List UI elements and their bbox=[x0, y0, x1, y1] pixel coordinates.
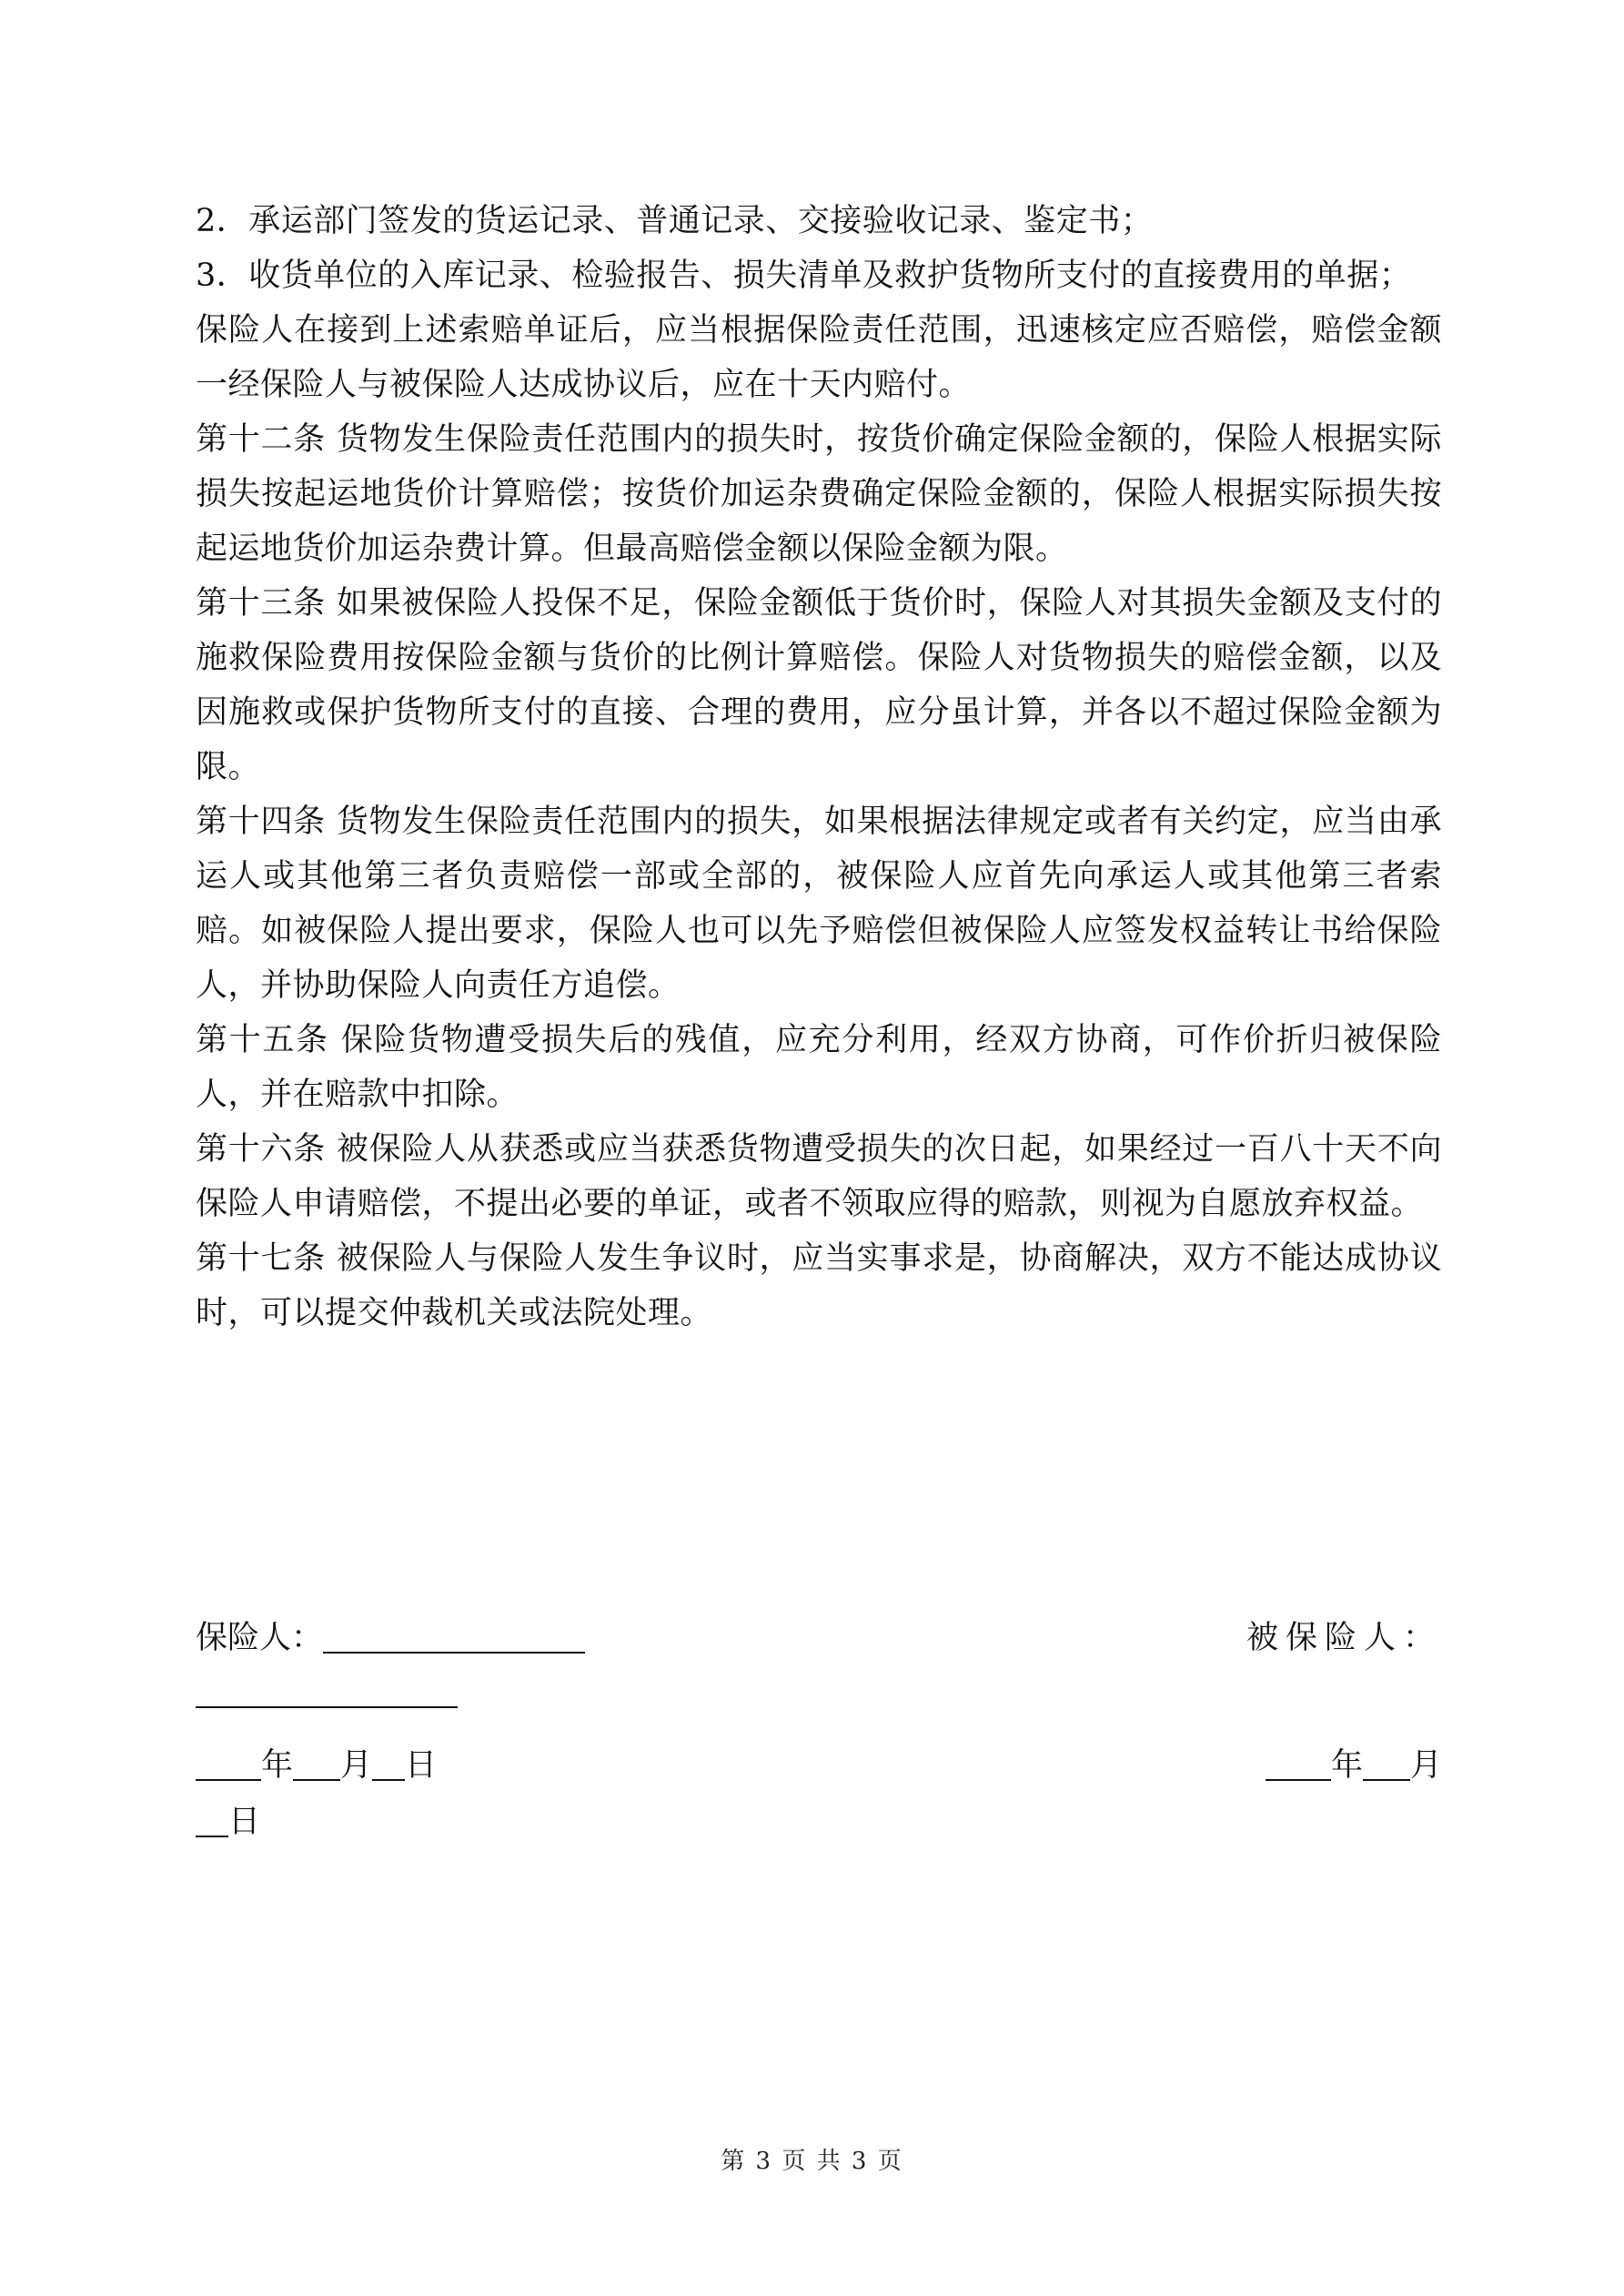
insurer-day-label: 日 bbox=[405, 1747, 438, 1784]
signature-block bbox=[196, 1611, 1442, 1849]
insurer-signature bbox=[196, 1611, 585, 1665]
insurer-month-label: 月 bbox=[340, 1747, 373, 1784]
insurer-month-blank bbox=[293, 1743, 340, 1781]
insured-date bbox=[1266, 1738, 1442, 1793]
article-13: 第十三条 如果被保险人投保不足，保险金额低于货价时，保险人对其损失金额及支付的施救保险费用按保险金额与货价的比例计算赔偿。保险人对货物损失的赔偿金额，以及因施救或保护货物所支付的直接、合理的费用，应分虽计算，并各以不超过保险金额为限。 bbox=[196, 585, 1442, 785]
insured-signature-row bbox=[196, 1665, 1442, 1738]
insurer-day-blank bbox=[372, 1743, 405, 1781]
insurer-label: 保险人： bbox=[196, 1620, 324, 1656]
article-16: 第十六条 被保险人从获悉或应当获悉货物遭受损失的次日起，如果经过一百八十天不向保险人申请赔偿，不提出必要的单证，或者不领取应得的赔款，则视为自愿放弃权益。 bbox=[196, 1131, 1442, 1222]
insured-year-label: 年 bbox=[1330, 1747, 1363, 1784]
insured-day-row bbox=[196, 1795, 1442, 1849]
insured-label: 被保险人： bbox=[1246, 1620, 1442, 1656]
date-row bbox=[196, 1738, 1442, 1793]
insured-year-blank bbox=[1266, 1743, 1331, 1781]
article-15: 第十五条 保险货物遭受损失后的残值，应充分利用，经双方协商，可作价折归被保险人，并在赔款中扣除。 bbox=[196, 1022, 1442, 1113]
paragraph-claim-settlement: 保险人在接到上述索赔单证后，应当根据保险责任范围，迅速核定应否赔偿，赔偿金额一经保险人与被保险人达成协议后，应在十天内赔付。 bbox=[196, 312, 1442, 403]
insured-day-label: 日 bbox=[228, 1804, 261, 1840]
insurer-date bbox=[196, 1738, 437, 1793]
signature-row bbox=[196, 1611, 1442, 1665]
paragraph-item-3: 3．收货单位的入库记录、检验报告、损失清单及救护货物所支付的直接费用的单据； bbox=[196, 258, 1412, 294]
paragraph-item-2: 2．承运部门签发的货运记录、普通记录、交接验收记录、鉴定书； bbox=[196, 203, 1154, 239]
insurer-year-blank bbox=[196, 1743, 261, 1781]
insured-month-blank bbox=[1363, 1743, 1410, 1781]
article-17: 第十七条 被保险人与保险人发生争议时，应当实事求是，协商解决，双方不能达成协议时，可以提交仲裁机关或法院处理。 bbox=[196, 1240, 1442, 1331]
body-text bbox=[196, 194, 1442, 1340]
insurer-signature-line bbox=[323, 1615, 585, 1654]
insured-signature bbox=[196, 1665, 458, 1720]
insured-day bbox=[196, 1795, 260, 1849]
page-footer: 第 3 页 共 3 页 bbox=[721, 2148, 903, 2175]
insured-day-blank bbox=[196, 1799, 228, 1837]
article-12: 第十二条 货物发生保险责任范围内的损失时，按货价确定保险金额的，保险人根据实际损失按起运地货价计算赔偿；按货价加运杂费确定保险金额的，保险人根据实际损失按起运地货价加运杂费计算。但最高赔偿金额以保险金额为限。 bbox=[196, 421, 1442, 567]
insured-month-label: 月 bbox=[1409, 1747, 1442, 1784]
insurer-year-label: 年 bbox=[261, 1747, 294, 1784]
article-14: 第十四条 货物发生保险责任范围内的损失，如果根据法律规定或者有关约定，应当由承运人或其他第三者负责赔偿一部或全部的，被保险人应首先向承运人或其他第三者索赔。如被保险人提出要求，保险人也可以先予赔偿但被保险人应签发权益转让书给保险人，并协助保险人向责任方追偿。 bbox=[196, 804, 1442, 1004]
insured-signature-line bbox=[196, 1670, 458, 1708]
